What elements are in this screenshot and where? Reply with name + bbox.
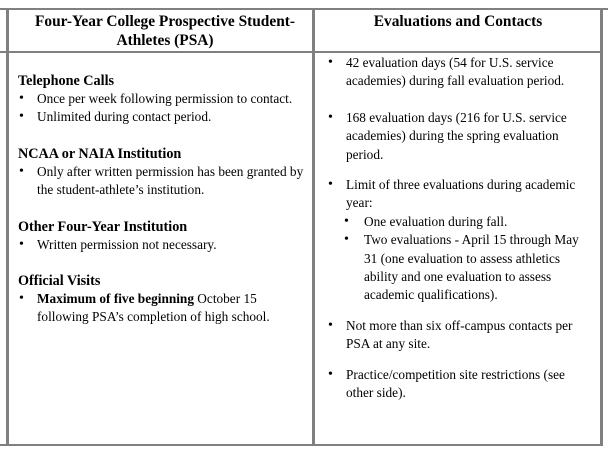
bullet-list xyxy=(327,317,595,354)
sub-bullet-list xyxy=(327,213,595,305)
right-column xyxy=(327,54,595,403)
bullet-list xyxy=(18,90,308,127)
list-item: • Not more than six off-campus contacts per PSA at any site. xyxy=(327,317,595,354)
bullet-list xyxy=(327,366,595,403)
left-border xyxy=(6,8,9,446)
section-title: Other Four-Year Institution xyxy=(18,218,188,235)
section-other-four-year xyxy=(18,218,308,254)
section-title: NCAA or NAIA Institution xyxy=(18,145,182,162)
section-ncaa-naia xyxy=(18,145,308,200)
table-top-border xyxy=(0,8,608,10)
bullet-list xyxy=(327,176,595,305)
list-item: • 168 evaluation days (216 for U.S. service academies) during the spring evaluation period. xyxy=(327,109,595,164)
right-border xyxy=(600,8,603,446)
bullet-list xyxy=(327,54,595,91)
left-column xyxy=(18,72,308,327)
list-item: • Unlimited during contact period. xyxy=(18,108,308,126)
item-text: Limit of three evaluations during academic year: xyxy=(346,177,576,211)
item-text: October 15 following PSA’s completion of high school. xyxy=(37,291,270,325)
section-telephone-calls xyxy=(18,72,308,127)
section-title: Official Visits xyxy=(18,273,101,290)
bullet-list xyxy=(18,163,308,200)
header-bottom-border xyxy=(0,51,603,53)
header-evaluations: Evaluations and Contacts xyxy=(373,13,543,30)
sub-list-item: • One evaluation during fall. xyxy=(327,213,595,231)
bullet-list xyxy=(18,236,308,254)
bullet-list xyxy=(18,290,308,327)
list-item: • 42 evaluation days (54 for U.S. service academies) during fall evaluation period. xyxy=(327,54,595,91)
list-item xyxy=(18,290,308,327)
sub-list-item: • Two evaluations - April 15 through May 31 (one evaluation to assess athletics ability and one evaluation to assess academic qualifications). xyxy=(327,231,595,305)
list-item: • Written permission not necessary. xyxy=(18,236,308,254)
section-title: Telephone Calls xyxy=(18,73,115,89)
bullet-list xyxy=(327,109,595,164)
list-item: • Practice/competition site restrictions (see other side). xyxy=(327,366,595,403)
column-divider xyxy=(312,8,315,446)
list-item: • Only after written permission has been granted by the student-athlete’s institution. xyxy=(18,163,308,200)
bold-text: Maximum of five beginning xyxy=(37,291,194,307)
header-psa: Four-Year College Prospective Student-Athletes (PSA) xyxy=(34,13,296,49)
list-item xyxy=(327,176,595,305)
table-bottom-border xyxy=(0,444,603,446)
list-item: • Once per week following permission to contact. xyxy=(18,90,308,108)
section-official-visits xyxy=(18,272,308,327)
